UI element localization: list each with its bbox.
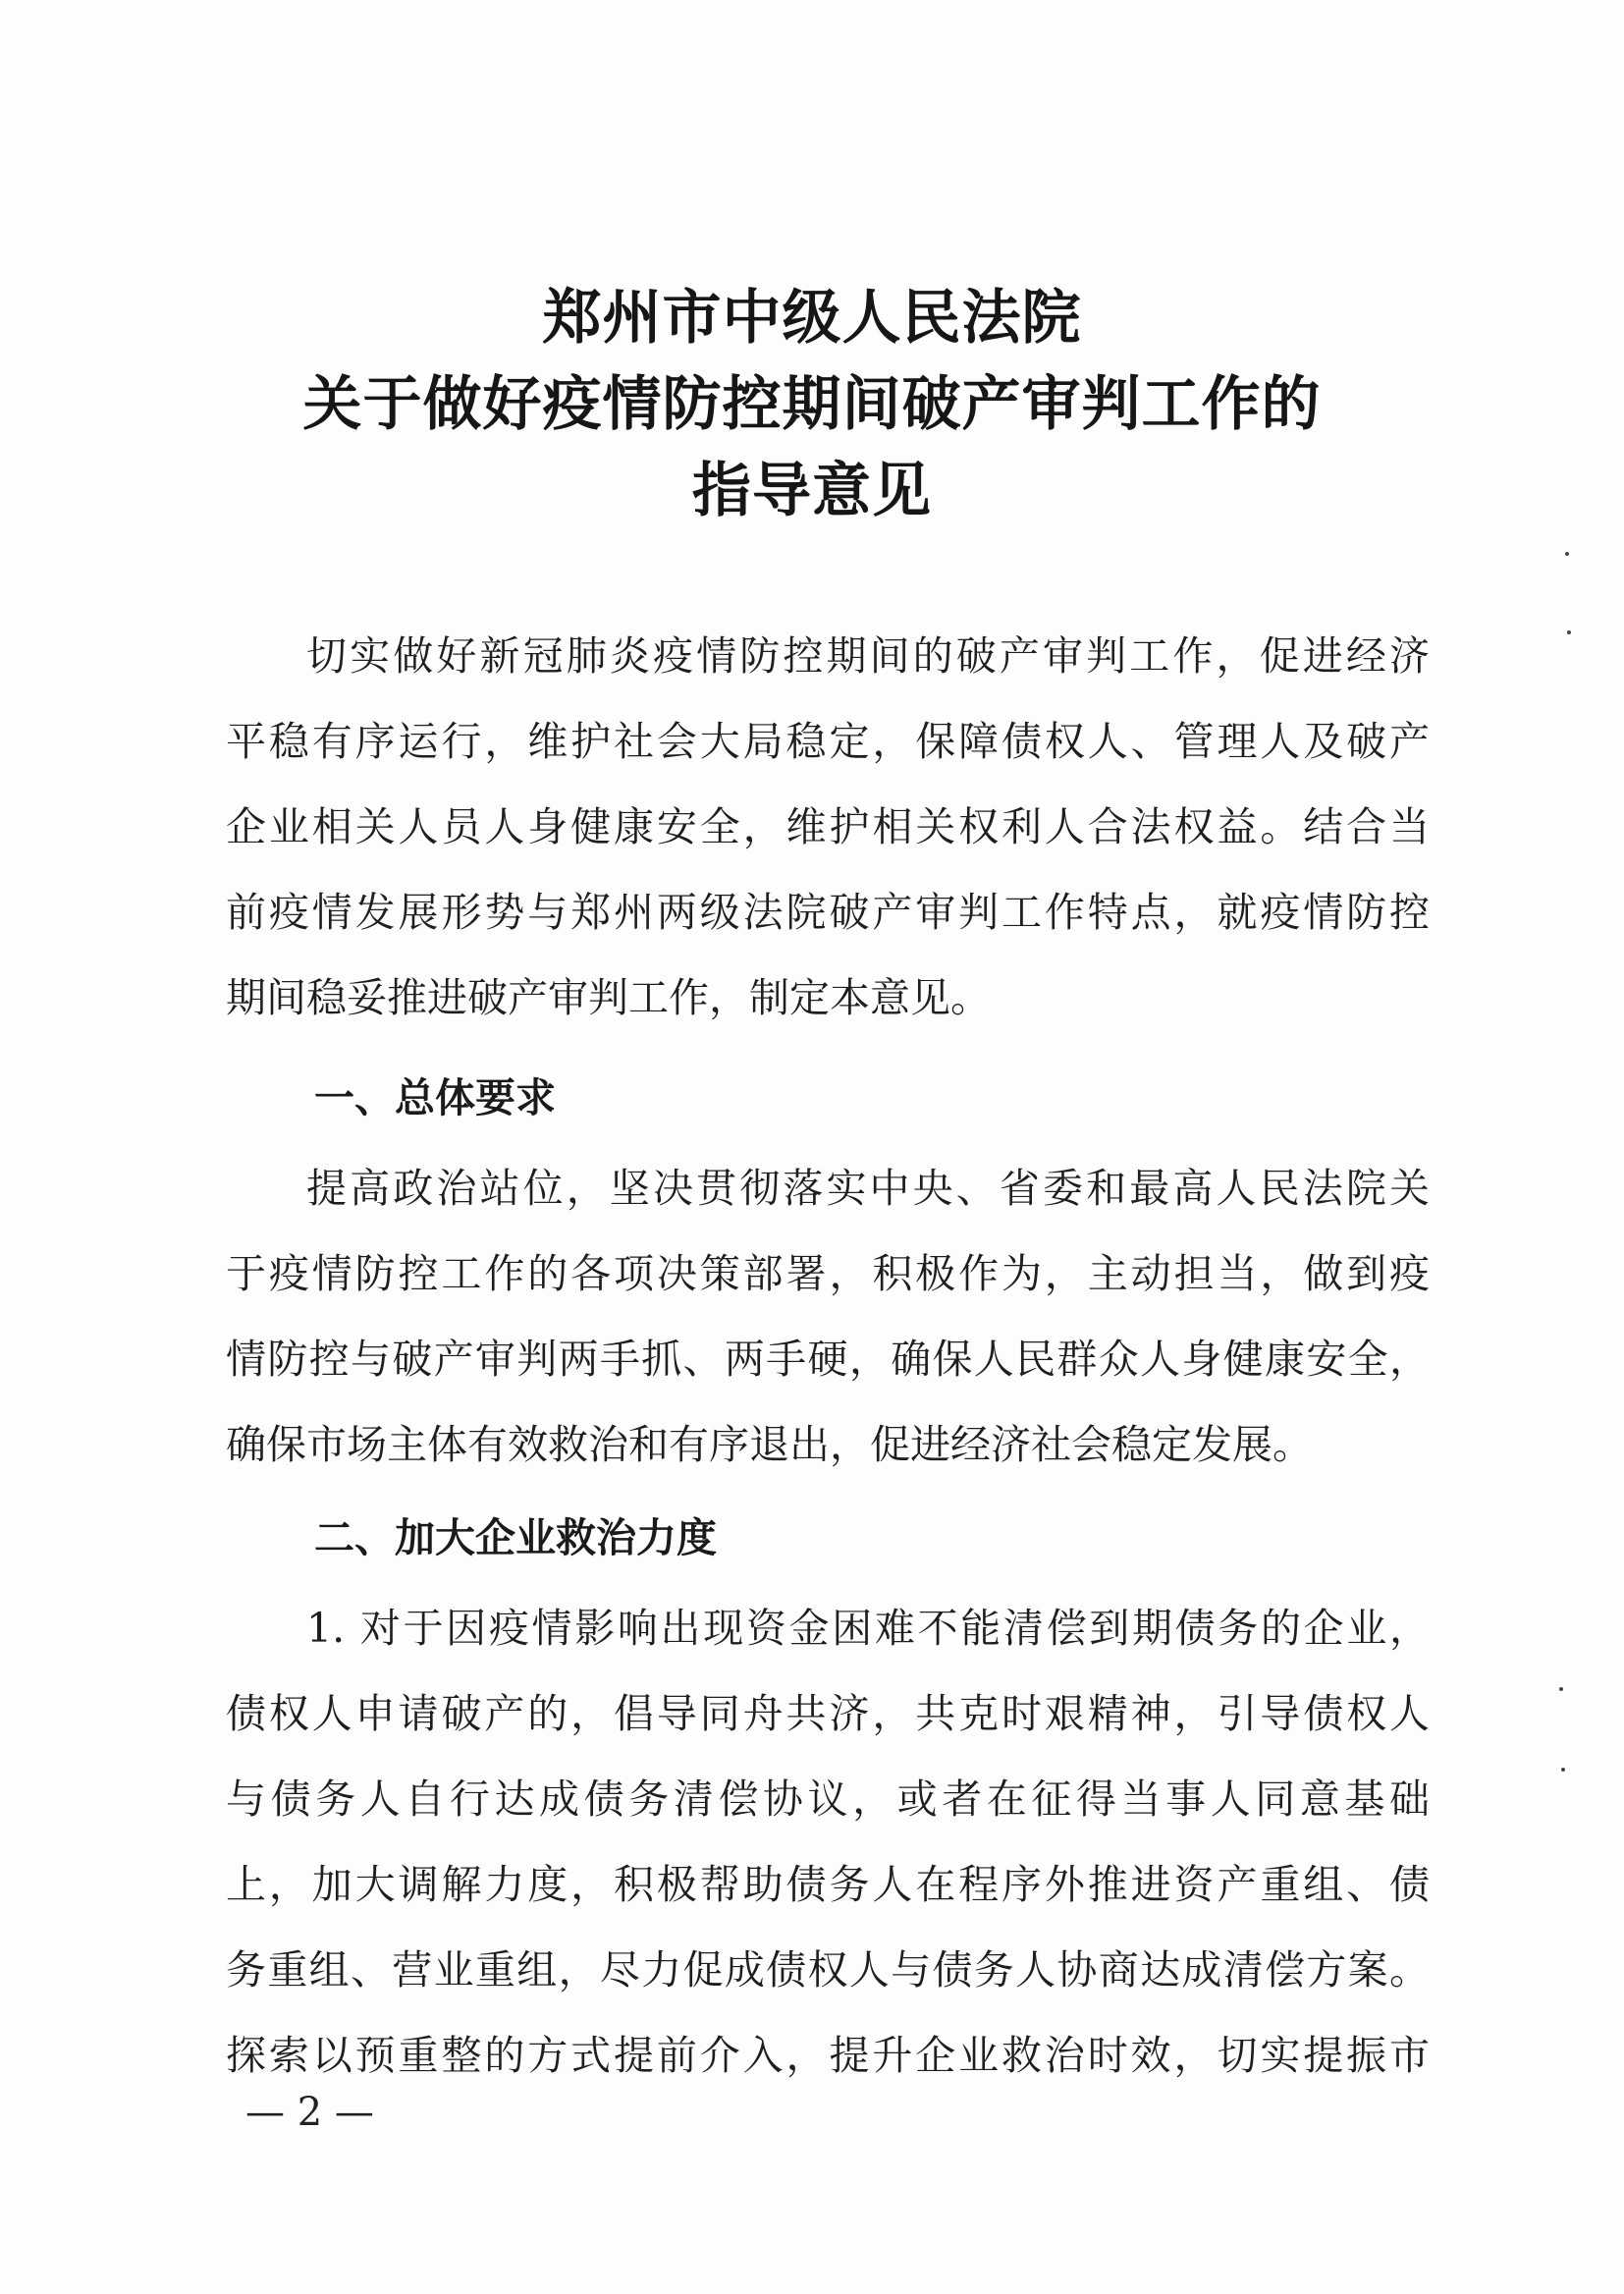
- section-heading-enterprise-rescue: 二、加大企业救治力度: [314, 1514, 717, 1561]
- section1-paragraph-line: 提高政治站位，坚决贯彻落实中央、省委和最高人民法院关: [306, 1165, 1430, 1212]
- section2-paragraph-line: 探索以预重整的方式提前介入，提升企业救治时效，切实提振市: [226, 2032, 1430, 2079]
- scan-speck: [1561, 1768, 1565, 1772]
- section1-paragraph-line: 确保市场主体有效救治和有序退出，促进经济社会稳定发展。: [226, 1421, 1313, 1468]
- document-title-line-3: 指导意见: [692, 457, 932, 525]
- page-number: — 2 —: [245, 2090, 374, 2135]
- section1-paragraph-line: 于疫情防控工作的各项决策部署，积极作为，主动担当，做到疫: [226, 1250, 1430, 1297]
- intro-paragraph-line: 期间稳妥推进破产审判工作，制定本意见。: [226, 974, 991, 1021]
- scan-speck: [1559, 1687, 1563, 1691]
- section2-paragraph-line: 与债务人自行达成债务清偿协议，或者在征得当事人同意基础: [226, 1775, 1430, 1823]
- intro-paragraph-line: 平稳有序运行，维护社会大局稳定，保障债权人、管理人及破产: [226, 718, 1430, 765]
- section2-paragraph-line: 上，加大调解力度，积极帮助债务人在程序外推进资产重组、债: [226, 1861, 1430, 1908]
- intro-paragraph-line: 切实做好新冠肺炎疫情防控期间的破产审判工作，促进经济: [306, 632, 1430, 680]
- document-title-line-1: 郑州市中级人民法院: [542, 284, 1082, 353]
- section2-paragraph-line: 1. 对于因疫情影响出现资金困难不能清偿到期债务的企业，: [306, 1605, 1430, 1652]
- scan-speck: [1565, 552, 1569, 556]
- scan-speck: [1567, 630, 1571, 634]
- section-heading-general-requirements: 一、总体要求: [314, 1074, 556, 1121]
- intro-paragraph-line: 企业相关人员人身健康安全，维护相关权利人合法权益。结合当: [226, 803, 1430, 850]
- document-title-line-2: 关于做好疫情防控期间破产审判工作的: [302, 370, 1322, 439]
- section1-paragraph-line: 情防控与破产审判两手抓、两手硬，确保人民群众人身健康安全，: [226, 1336, 1430, 1383]
- section2-paragraph-line: 务重组、营业重组，尽力促成债权人与债务人协商达成清偿方案。: [226, 1946, 1430, 1994]
- intro-paragraph-line: 前疫情发展形势与郑州两级法院破产审判工作特点，就疫情防控: [226, 889, 1430, 936]
- section2-paragraph-line: 债权人申请破产的，倡导同舟共济，共克时艰精神，引导债权人: [226, 1690, 1430, 1737]
